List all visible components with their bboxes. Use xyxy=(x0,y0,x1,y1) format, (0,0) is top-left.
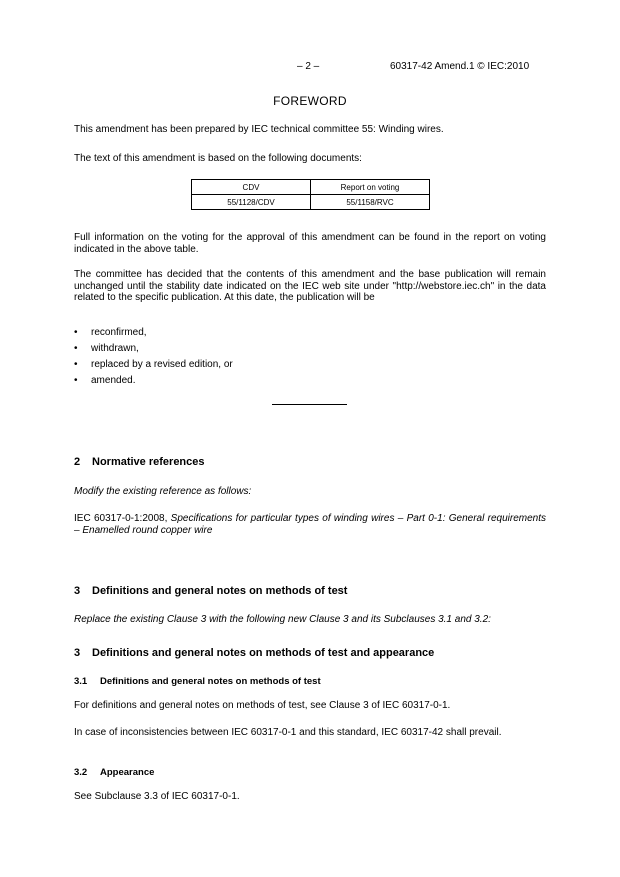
page-number: – 2 – xyxy=(297,61,320,72)
list-item: • withdrawn, xyxy=(74,343,139,354)
table-cell-cdv: 55/1128/CDV xyxy=(192,195,311,210)
publication-status-list xyxy=(74,327,233,391)
voting-documents-table xyxy=(191,179,430,210)
bullet-icon: • xyxy=(74,359,78,370)
subclause-3-1-heading: 3.1 Definitions and general notes on methods of test xyxy=(74,676,321,687)
bullet-icon: • xyxy=(74,343,78,354)
foreword-paragraph-4: The committee has decided that the contents of this amendment and the base publication will remain unchanged until the stability date indicated on the IEC web site under "http://webstore.iec.ch" in the data related to the specific publication. At this date, the publication will be xyxy=(74,269,546,303)
new-section-3-heading: 3 Definitions and general notes on methods of test and appearance xyxy=(74,647,435,659)
section-3-heading: 3 Definitions and general notes on methods of test xyxy=(74,585,348,597)
list-item: • replaced by a revised edition, or xyxy=(74,359,233,370)
list-item: • reconfirmed, xyxy=(74,327,147,338)
section-2-reference: IEC 60317-0-1:2008, Specifications for particular types of winding wires – Part 0-1: General requirements – Enamelled round copper wire xyxy=(74,513,546,536)
foreword-paragraph-3: Full information on the voting for the approval of this amendment can be found in the report on voting indicated in the above table. xyxy=(74,232,546,255)
subclause-3-1-paragraph-2: In case of inconsistencies between IEC 60317-0-1 and this standard, IEC 60317-42 shall prevail. xyxy=(74,727,502,738)
bullet-icon: • xyxy=(74,327,78,338)
subclause-3-2-heading: 3.2 Appearance xyxy=(74,767,155,778)
document-reference: 60317-42 Amend.1 © IEC:2010 xyxy=(390,61,530,72)
table-header-report: Report on voting xyxy=(311,180,430,195)
subclause-3-1-paragraph-1: For definitions and general notes on methods of test, see Clause 3 of IEC 60317-0-1. xyxy=(74,700,451,711)
section-2-heading: 2 Normative references xyxy=(74,456,205,468)
section-divider xyxy=(272,404,347,405)
table-header-cdv: CDV xyxy=(192,180,311,195)
table-header-row xyxy=(192,180,430,195)
foreword-paragraph-1: This amendment has been prepared by IEC technical committee 55: Winding wires. xyxy=(74,124,444,135)
bullet-icon: • xyxy=(74,375,78,386)
table-row xyxy=(192,195,430,210)
subclause-3-2-paragraph-1: See Subclause 3.3 of IEC 60317-0-1. xyxy=(74,791,240,802)
section-3-instruction: Replace the existing Clause 3 with the following new Clause 3 and its Subclauses 3.1 and 3.2: xyxy=(74,614,491,625)
foreword-title: FOREWORD xyxy=(273,94,347,108)
foreword-paragraph-2: The text of this amendment is based on the following documents: xyxy=(74,153,362,164)
table-cell-rvc: 55/1158/RVC xyxy=(311,195,430,210)
list-item: • amended. xyxy=(74,375,136,386)
section-2-instruction: Modify the existing reference as follows: xyxy=(74,486,252,497)
